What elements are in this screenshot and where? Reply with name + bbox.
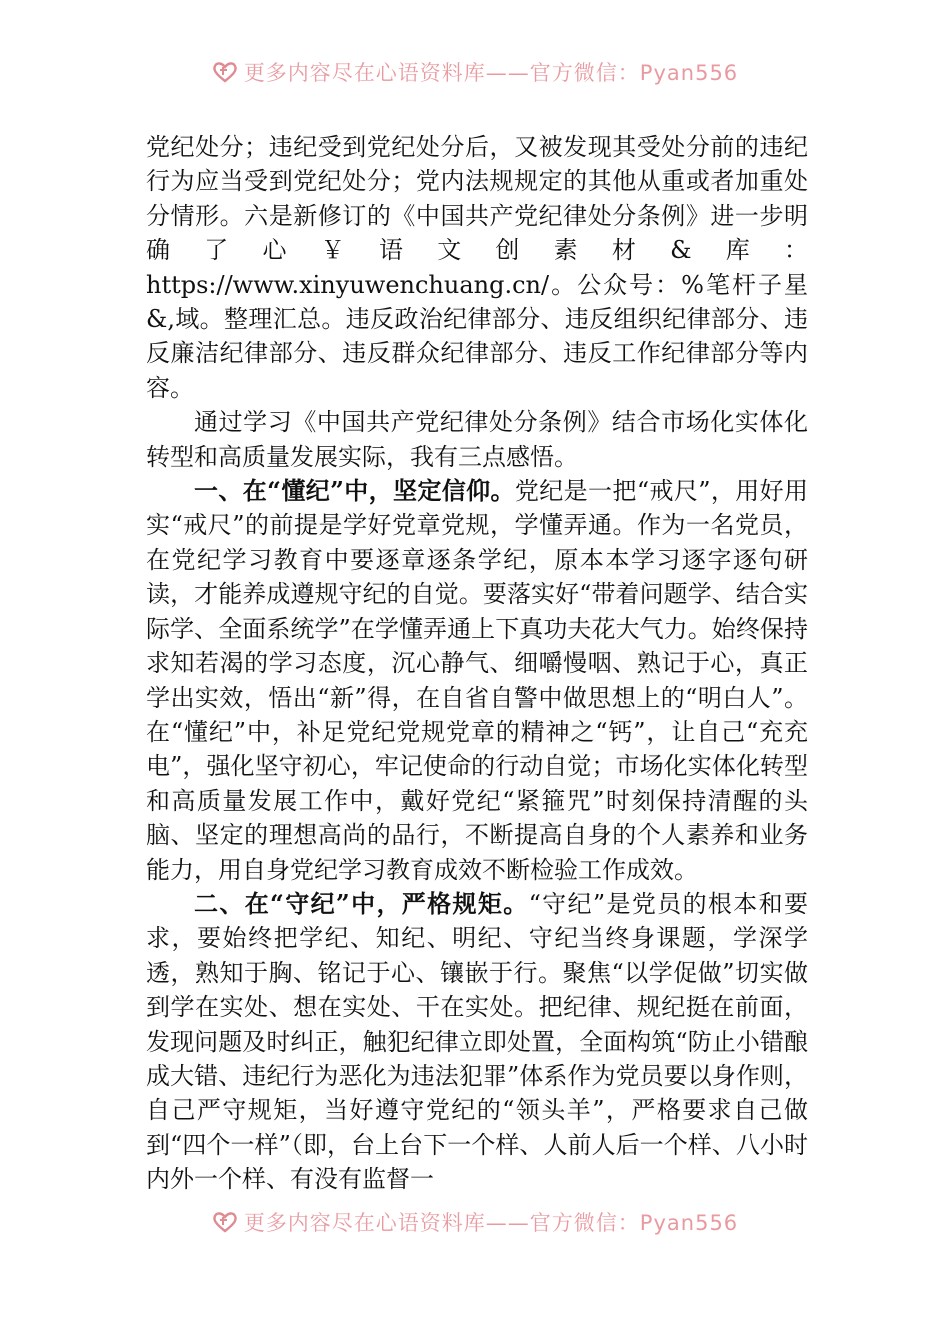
paragraph-4 xyxy=(146,887,808,1197)
heart-logo-icon xyxy=(212,1211,238,1233)
footer-watermark-text: 更多内容尽在心语资料库——官方微信：Pyan556 xyxy=(243,1211,739,1235)
footer-watermark xyxy=(0,1208,950,1236)
paragraph-3 xyxy=(146,474,808,887)
header-watermark-text: 更多内容尽在心语资料库——官方微信：Pyan556 xyxy=(243,61,739,85)
heart-logo-icon xyxy=(212,61,238,83)
paragraph-4-body: “守纪”是党员的根本和要求，要始终把学纪、知纪、明纪、守纪当终身课题，学深学透，熟知于胸、铭记于心、镶嵌于行。聚焦“以学促做”切实做到学在实处、想在实处、干在实处。把纪律、规纪挺在前面，发现问题及时纠正，触犯纪律立即处置，全面构筑“防止小错酿成大错、违纪行为恶化为违法犯罪”体系作为党员要以身作则，自己严守规矩，当好遵守党纪的“领头羊”，严格要求自己做到“四个一样”（即，台上台下一个样、人前人后一个样、八小时内外一个样、有没有监督一 xyxy=(146,889,808,1194)
section-heading-2: 二、在“守纪”中，严格规矩。 xyxy=(194,888,529,918)
header-watermark xyxy=(0,58,950,86)
paragraph-3-body: 党纪是一把“戒尺”，用好用实“戒尺”的前提是学好党章党规，学懂弄通。作为一名党员，在党纪学习教育中要逐章逐条学纪，原本本学习逐字逐句研读，才能养成遵规守纪的自觉。要落实好“带着问题学、结合实际学、全面系统学”在学懂弄通上下真功夫花大气力。始终保持求知若渴的学习态度，沉心静气、细嚼慢咽、熟记于心，真正学出实效，悟出“新”得，在自省自警中做思想上的“明白人”。在“懂纪”中，补足党纪党规党章的精神之“钙”，让自己“充充电”，强化坚守初心，牢记使命的行动自觉；市场化实体化转型和高质量发展工作中，戴好党纪“紧箍咒”时刻保持清醒的头脑、坚定的理想高尚的品行，不断提高自身的个人素养和业务能力，用自身党纪学习教育成效不断检验工作成效。 xyxy=(146,477,809,884)
paragraph-2 xyxy=(146,405,808,474)
document-body xyxy=(146,130,808,1197)
paragraph-2-body: 通过学习《中国共产党纪律处分条例》结合市场化实体化转型和高质量发展实际，我有三点感悟。 xyxy=(146,408,808,471)
paragraph-1-body: 党纪处分；违纪受到党纪处分后，又被发现其受处分前的违纪行为应当受到党纪处分；党内法规规定的其他从重或者加重处分情形。六是新修订的《中国共产党纪律处分条例》进一步明确了心￥语文创素材&库：https://www.xinyuwenchuang.cn/。公众号：%笔杆子星&,域。整理汇总。违反政治纪律部分、违反组织纪律部分、违反廉洁纪律部分、违反群众纪律部分、违反工作纪律部分等内容。 xyxy=(146,133,808,402)
paragraph-1 xyxy=(146,130,808,405)
section-heading-1: 一、在“懂纪”中，坚定信仰。 xyxy=(194,476,515,506)
